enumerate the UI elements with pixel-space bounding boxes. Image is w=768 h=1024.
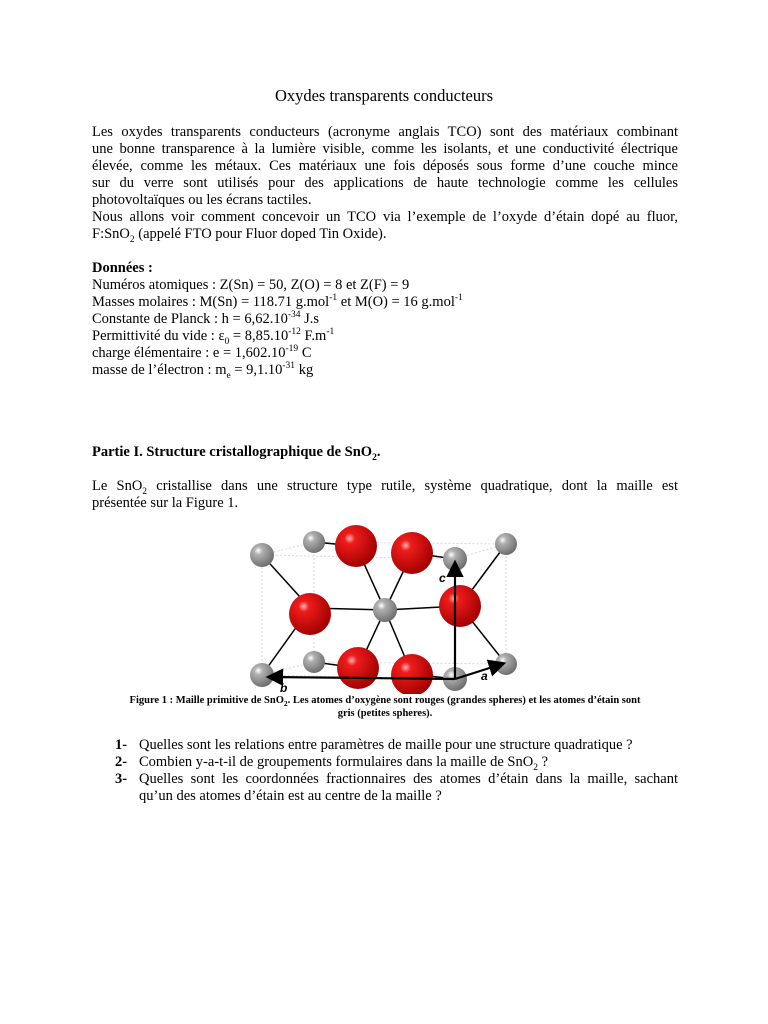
axis-label-a: a — [481, 669, 488, 683]
question-number: 3- — [115, 771, 128, 787]
axis-label-b: b — [280, 681, 288, 694]
question-item — [115, 771, 678, 805]
question-number: 2- — [115, 754, 128, 770]
question-text-line-2: qu’un des atomes d’étain est au centre de la maille ? — [139, 788, 442, 804]
tin-atom — [303, 531, 325, 553]
tin-atom — [495, 533, 517, 555]
question-item — [115, 754, 678, 771]
donnees-planck: Constante de Planck : $h = 6,62.10^{-34}$ J.s — [92, 310, 320, 327]
question-text: Quelles sont les coordonnées fractionnaires des atomes d’étain dans la maille, sachant — [139, 771, 678, 787]
oxygen-atom — [337, 647, 379, 689]
tin-atom — [250, 543, 274, 567]
donnees-numeros: Numéros atomiques : Z(Sn) = 50, Z(O) = 8 et Z(F) = 9 — [92, 277, 410, 293]
donnees-masse-electron: masse de l’électron : $m_e = 9,1.10^{-31}$ kg — [92, 361, 314, 381]
tin-atom — [495, 653, 517, 675]
intro-line-2: une bonne transparence à la lumière visible, comme les isolants, et une conductivité électrique — [92, 141, 678, 157]
question-text: Quelles sont les relations entre paramètres de maille pour une structure quadratique ? — [139, 737, 633, 753]
partie1-paragraph — [92, 478, 678, 512]
question-number: 1- — [115, 737, 128, 753]
oxygen-atom — [391, 654, 433, 694]
intro-line-4: sur du verre sont utilisés pour des applications de haute technologie comme les cellules — [92, 175, 678, 191]
oxygen-atom — [391, 532, 433, 574]
intro-line-5: photovoltaïques ou les écrans tactiles. — [92, 192, 312, 208]
tin-atom — [303, 651, 325, 673]
oxygen-atom — [439, 585, 481, 627]
page-title: Oxydes transparents conducteurs — [274, 86, 494, 105]
questions-list — [115, 737, 678, 805]
crystal-cell-figure — [240, 522, 530, 694]
tin-atom-center — [373, 598, 397, 622]
intro-line-3: élevée, comme les métaux. Ces matériaux une fois déposés sous forme d’une couche mince — [92, 158, 678, 174]
axis-label-c: c — [439, 571, 446, 585]
intro-paragraph — [92, 124, 678, 243]
intro-line-1: Les oxydes transparents conducteurs (acronyme anglais TCO) sont des matériaux combinant — [92, 124, 678, 140]
oxygen-atom — [335, 525, 377, 567]
donnees-permittivite: Permittivité du vide : $\varepsilon_0 = 8,85.10^{-12}$ $F.m^{-1}$ — [92, 327, 335, 347]
figure-caption: Figure 1 : Maille primitive de SnO$_2$. Les atomes d’oxygène sont rouges (grandes spheres) et les atomes d’étain sont gris (petites spheres). — [129, 695, 641, 719]
intro-line-7: F:SnO$_2$ (appelé FTO pour Fluor doped Tin Oxide). — [92, 226, 387, 245]
partie1-line-2: présentée sur la Figure 1. — [92, 495, 239, 511]
donnees-section — [92, 260, 678, 379]
donnees-heading: Données : — [92, 260, 153, 276]
question-item — [115, 737, 678, 754]
donnees-masses: Masses molaires : M(Sn) = 118.71 g.mol$^{-1}$ et M(O) = 16 g.mol$^{-1}$ — [92, 293, 463, 310]
question-text: Combien y-a-t-il de groupements formulaires dans la maille de SnO$_2$ ? — [139, 754, 549, 773]
oxygen-atom — [289, 593, 331, 635]
intro-line-6: Nous allons voir comment concevoir un TCO via l’exemple de l’oxyde d’étain dopé au fluor, — [92, 209, 678, 225]
partie1-heading: Partie I. Structure cristallographique de SnO$_2$. — [92, 444, 381, 463]
donnees-charge: charge élémentaire : $e = 1,602.10^{-19}$ C — [92, 344, 312, 361]
tin-atom — [250, 663, 274, 687]
partie1-line-1: Le SnO$_2$ cristallise dans une structure type rutile, système quadratique, dont la maille est — [92, 478, 678, 497]
